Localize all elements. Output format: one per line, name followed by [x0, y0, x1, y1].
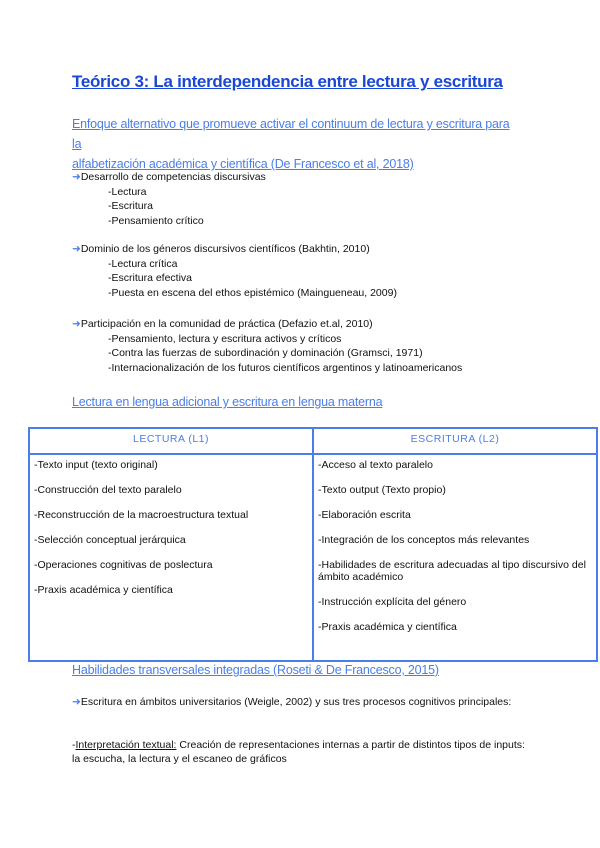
table-cell-item: -Reconstrucción de la macroestructura textual: [34, 509, 249, 521]
lectura-column: [29, 454, 313, 661]
page-title: Teórico 3: La interdependencia entre lectura y escritura: [72, 72, 503, 91]
arrow-icon: ➜: [72, 171, 81, 183]
list-item: -Pensamiento, lectura y escritura activos y críticos: [108, 332, 342, 345]
arrow-icon: ➜: [72, 696, 81, 708]
escritura-column: [313, 454, 597, 661]
group-head: Participación en la comunidad de práctica (Defazio et.al, 2010): [80, 318, 373, 330]
group-competencias: [72, 170, 266, 228]
group-head: Dominio de los géneros discursivos científicos (Bakhtin, 2010): [80, 243, 370, 255]
section3-heading: Habilidades transversales integradas (Roseti & De Francesco, 2015): [72, 663, 439, 677]
table-cell-item: -Selección conceptual jerárquica: [34, 534, 186, 546]
table-cell-item: -Instrucción explícita del género: [318, 596, 467, 608]
arrow-icon: ➜: [72, 243, 81, 255]
table-cell-item: -Praxis académica y científica: [34, 584, 173, 596]
table-cell-item: -Construcción del texto paralelo: [34, 484, 182, 496]
section1-heading-line2: alfabetización académica y científica (De Francesco et al, 2018): [72, 157, 414, 171]
list-item: -Lectura: [108, 185, 147, 198]
group-generos: [72, 242, 397, 300]
list-item: -Escritura efectiva: [108, 272, 193, 284]
comparison-table: [28, 427, 598, 662]
group-head: Desarrollo de competencias discursivas: [80, 171, 266, 183]
paragraph-text: Creación de representaciones internas a partir de distintos tipos de inputs: la escucha, la lectura y el escaneo de gráficos: [72, 739, 525, 765]
table-cell-item: -Praxis académica y científica: [318, 621, 457, 633]
table-cell-item: -Habilidades de escritura adecuadas al tipo discursivo del ámbito académico: [318, 559, 586, 583]
table-cell-item: -Acceso al texto paralelo: [318, 459, 433, 471]
list-item: -Puesta en escena del ethos epistémico (Maingueneau, 2009): [108, 286, 397, 299]
paragraph-text: Escritura en ámbitos universitarios (Weigle, 2002) y sus tres procesos cognitivos principales:: [80, 696, 512, 708]
arrow-icon: ➜: [72, 318, 81, 330]
section2-heading: Lectura en lengua adicional y escritura en lengua materna: [72, 395, 383, 409]
underlined-term: Interpretación textual:: [75, 739, 177, 751]
list-item: -Internacionalización de los futuros científicos argentinos y latinoamericanos: [108, 361, 463, 374]
table-header-lectura: LECTURA (L1): [29, 428, 313, 454]
list-item: -Contra las fuerzas de subordinación y dominación (Gramsci, 1971): [108, 347, 423, 359]
table-cell-item: -Texto output (Texto propio): [318, 484, 446, 496]
dash: -: [72, 739, 76, 751]
list-item: -Escritura: [108, 200, 153, 212]
table-cell-item: -Integración de los conceptos más relevantes: [318, 534, 530, 546]
paragraph-interpretacion: [72, 738, 532, 766]
table-cell-item: -Operaciones cognitivas de poslectura: [34, 559, 213, 571]
list-item: -Pensamiento crítico: [108, 214, 204, 227]
table-cell-item: -Texto input (texto original): [34, 459, 158, 471]
section1-heading: [72, 114, 512, 174]
group-comunidad: [72, 317, 462, 375]
paragraph-escritura: [72, 695, 532, 709]
section1-heading-line1: Enfoque alternativo que promueve activar el continuum de lectura y escritura para la: [72, 117, 510, 151]
table-cell-item: -Elaboración escrita: [318, 509, 411, 521]
list-item: -Lectura crítica: [108, 257, 178, 270]
table-header-escritura: ESCRITURA (L2): [313, 428, 597, 454]
